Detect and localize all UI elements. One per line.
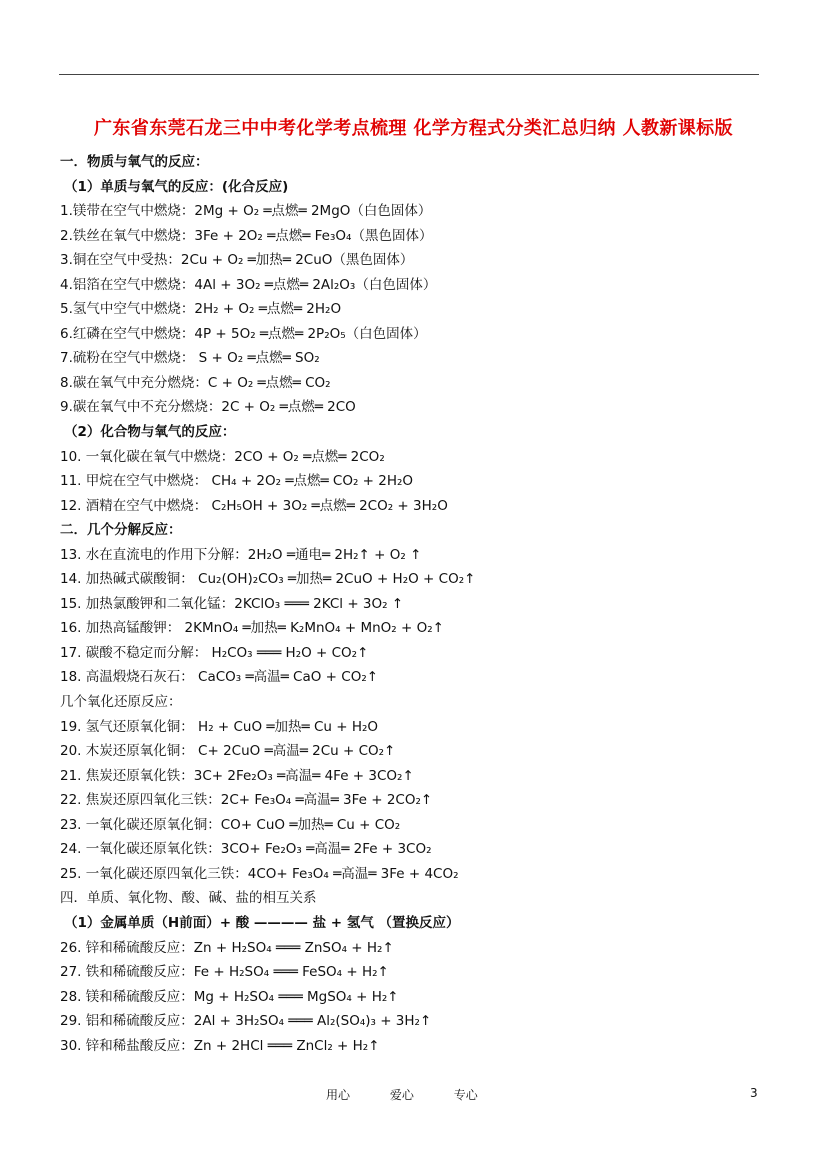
section-heading: （1）单质与氧气的反应：(化合反应) (64, 178, 289, 195)
equation-line: 11. 甲烷在空气中燃烧： CH₄ + 2O₂ ═点燃═ CO₂ + 2H₂O (60, 473, 414, 490)
equation-line: 16. 加热高锰酸钾： 2KMnO₄ ═加热═ K₂MnO₄ + MnO₂ + O₂↑ (60, 620, 444, 637)
footer-motto: 专心 (453, 1088, 478, 1102)
equation-line: 23. 一氧化碳还原氧化铜：CO+ CuO ═加热═ Cu + CO₂ (60, 816, 401, 833)
section-heading: 二．几个分解反应： (60, 522, 182, 539)
equation-line: 7.硫粉在空气中燃烧： S + O₂ ═点燃═ SO₂ (60, 350, 320, 367)
equation-line: 9.碳在氧气中不充分燃烧：2C + O₂ ═点燃═ 2CO (60, 399, 356, 416)
equation-line: 10. 一氧化碳在氧气中燃烧：2CO + O₂ ═点燃═ 2CO₂ (60, 448, 385, 465)
equation-line: 28. 镁和稀硫酸反应：Mg + H₂SO₄ ═══ MgSO₄ + H₂↑ (60, 988, 399, 1005)
equation-line: 24. 一氧化碳还原氧化铁：3CO+ Fe₂O₃ ═高温═ 2Fe + 3CO₂ (60, 841, 432, 858)
equation-line: 四．单质、氧化物、酸、碱、盐的相互关系 (60, 890, 317, 907)
header-rule (59, 74, 759, 75)
footer-motto: 爱心 (389, 1088, 414, 1102)
footer-mottos (326, 1086, 514, 1103)
equation-line: 5.氢气中空气中燃烧：2H₂ + O₂ ═点燃═ 2H₂O (60, 301, 342, 318)
equation-line: 8.碳在氧气中充分燃烧：C + O₂ ═点燃═ CO₂ (60, 374, 331, 391)
equation-line: 4.铝箔在空气中燃烧：4Al + 3O₂ ═点燃═ 2Al₂O₃（白色固体） (60, 276, 437, 293)
document-title: 广东省东莞石龙三中中考化学考点梳理 化学方程式分类汇总归纳 人教新课标版 (94, 118, 733, 139)
equation-line: 21. 焦炭还原氧化铁：3C+ 2Fe₂O₃ ═高温═ 4Fe + 3CO₂↑ (60, 767, 414, 784)
equation-line: 18. 高温煅烧石灰石： CaCO₃ ═高温═ CaO + CO₂↑ (60, 669, 379, 686)
equation-line: 22. 焦炭还原四氧化三铁：2C+ Fe₃O₄ ═高温═ 3Fe + 2CO₂↑ (60, 792, 433, 809)
equation-line: 几个氧化还原反应： (60, 694, 182, 711)
equation-line: 14. 加热碱式碳酸铜： Cu₂(OH)₂CO₃ ═加热═ 2CuO + H₂O + CO₂↑ (60, 571, 476, 588)
equation-line: 19. 氢气还原氧化铜： H₂ + CuO ═加热═ Cu + H₂O (60, 718, 379, 735)
equation-line: 12. 酒精在空气中燃烧： C₂H₅OH + 3O₂ ═点燃═ 2CO₂ + 3H₂O (60, 497, 448, 514)
section-heading: （2）化合物与氧气的反应： (64, 424, 236, 441)
equation-line: 13. 水在直流电的作用下分解：2H₂O ═通电═ 2H₂↑ + O₂ ↑ (60, 546, 422, 563)
equation-line: 26. 锌和稀硫酸反应：Zn + H₂SO₄ ═══ ZnSO₄ + H₂↑ (60, 939, 394, 956)
equation-line: 2.铁丝在氧气中燃烧：3Fe + 2O₂ ═点燃═ Fe₃O₄（黑色固体） (60, 227, 433, 244)
page-number: 3 (750, 1086, 758, 1100)
equation-line: 1.镁带在空气中燃烧：2Mg + O₂ ═点燃═ 2MgO（白色固体） (60, 203, 432, 220)
section-heading: （1）金属单质（H前面）+ 酸 ———— 盐 + 氢气 （置换反应） (64, 914, 460, 931)
equation-line: 30. 锌和稀盐酸反应：Zn + 2HCl ═══ ZnCl₂ + H₂↑ (60, 1037, 380, 1054)
equation-line: 15. 加热氯酸钾和二氧化锰：2KClO₃ ═══ 2KCl + 3O₂ ↑ (60, 595, 404, 612)
section-heading: 一．物质与氧气的反应： (60, 154, 209, 170)
equation-line: 27. 铁和稀硫酸反应：Fe + H₂SO₄ ═══ FeSO₄ + H₂↑ (60, 964, 389, 981)
equation-line: 17. 碳酸不稳定而分解： H₂CO₃ ═══ H₂O + CO₂↑ (60, 644, 369, 661)
equation-line: 29. 铝和稀硫酸反应：2Al + 3H₂SO₄ ═══ Al₂(SO₄)₃ + 3H₂↑ (60, 1013, 432, 1030)
equation-line: 20. 木炭还原氧化铜： C+ 2CuO ═高温═ 2Cu + CO₂↑ (60, 743, 396, 760)
equation-line: 25. 一氧化碳还原四氧化三铁：4CO+ Fe₃O₄ ═高温═ 3Fe + 4CO₂ (60, 865, 459, 882)
equation-line: 6.红磷在空气中燃烧：4P + 5O₂ ═点燃═ 2P₂O₅（白色固体） (60, 325, 427, 342)
equation-line: 3.铜在空气中受热：2Cu + O₂ ═加热═ 2CuO（黑色固体） (60, 252, 414, 269)
footer-motto: 用心 (326, 1088, 351, 1102)
equation-list (60, 150, 780, 1058)
